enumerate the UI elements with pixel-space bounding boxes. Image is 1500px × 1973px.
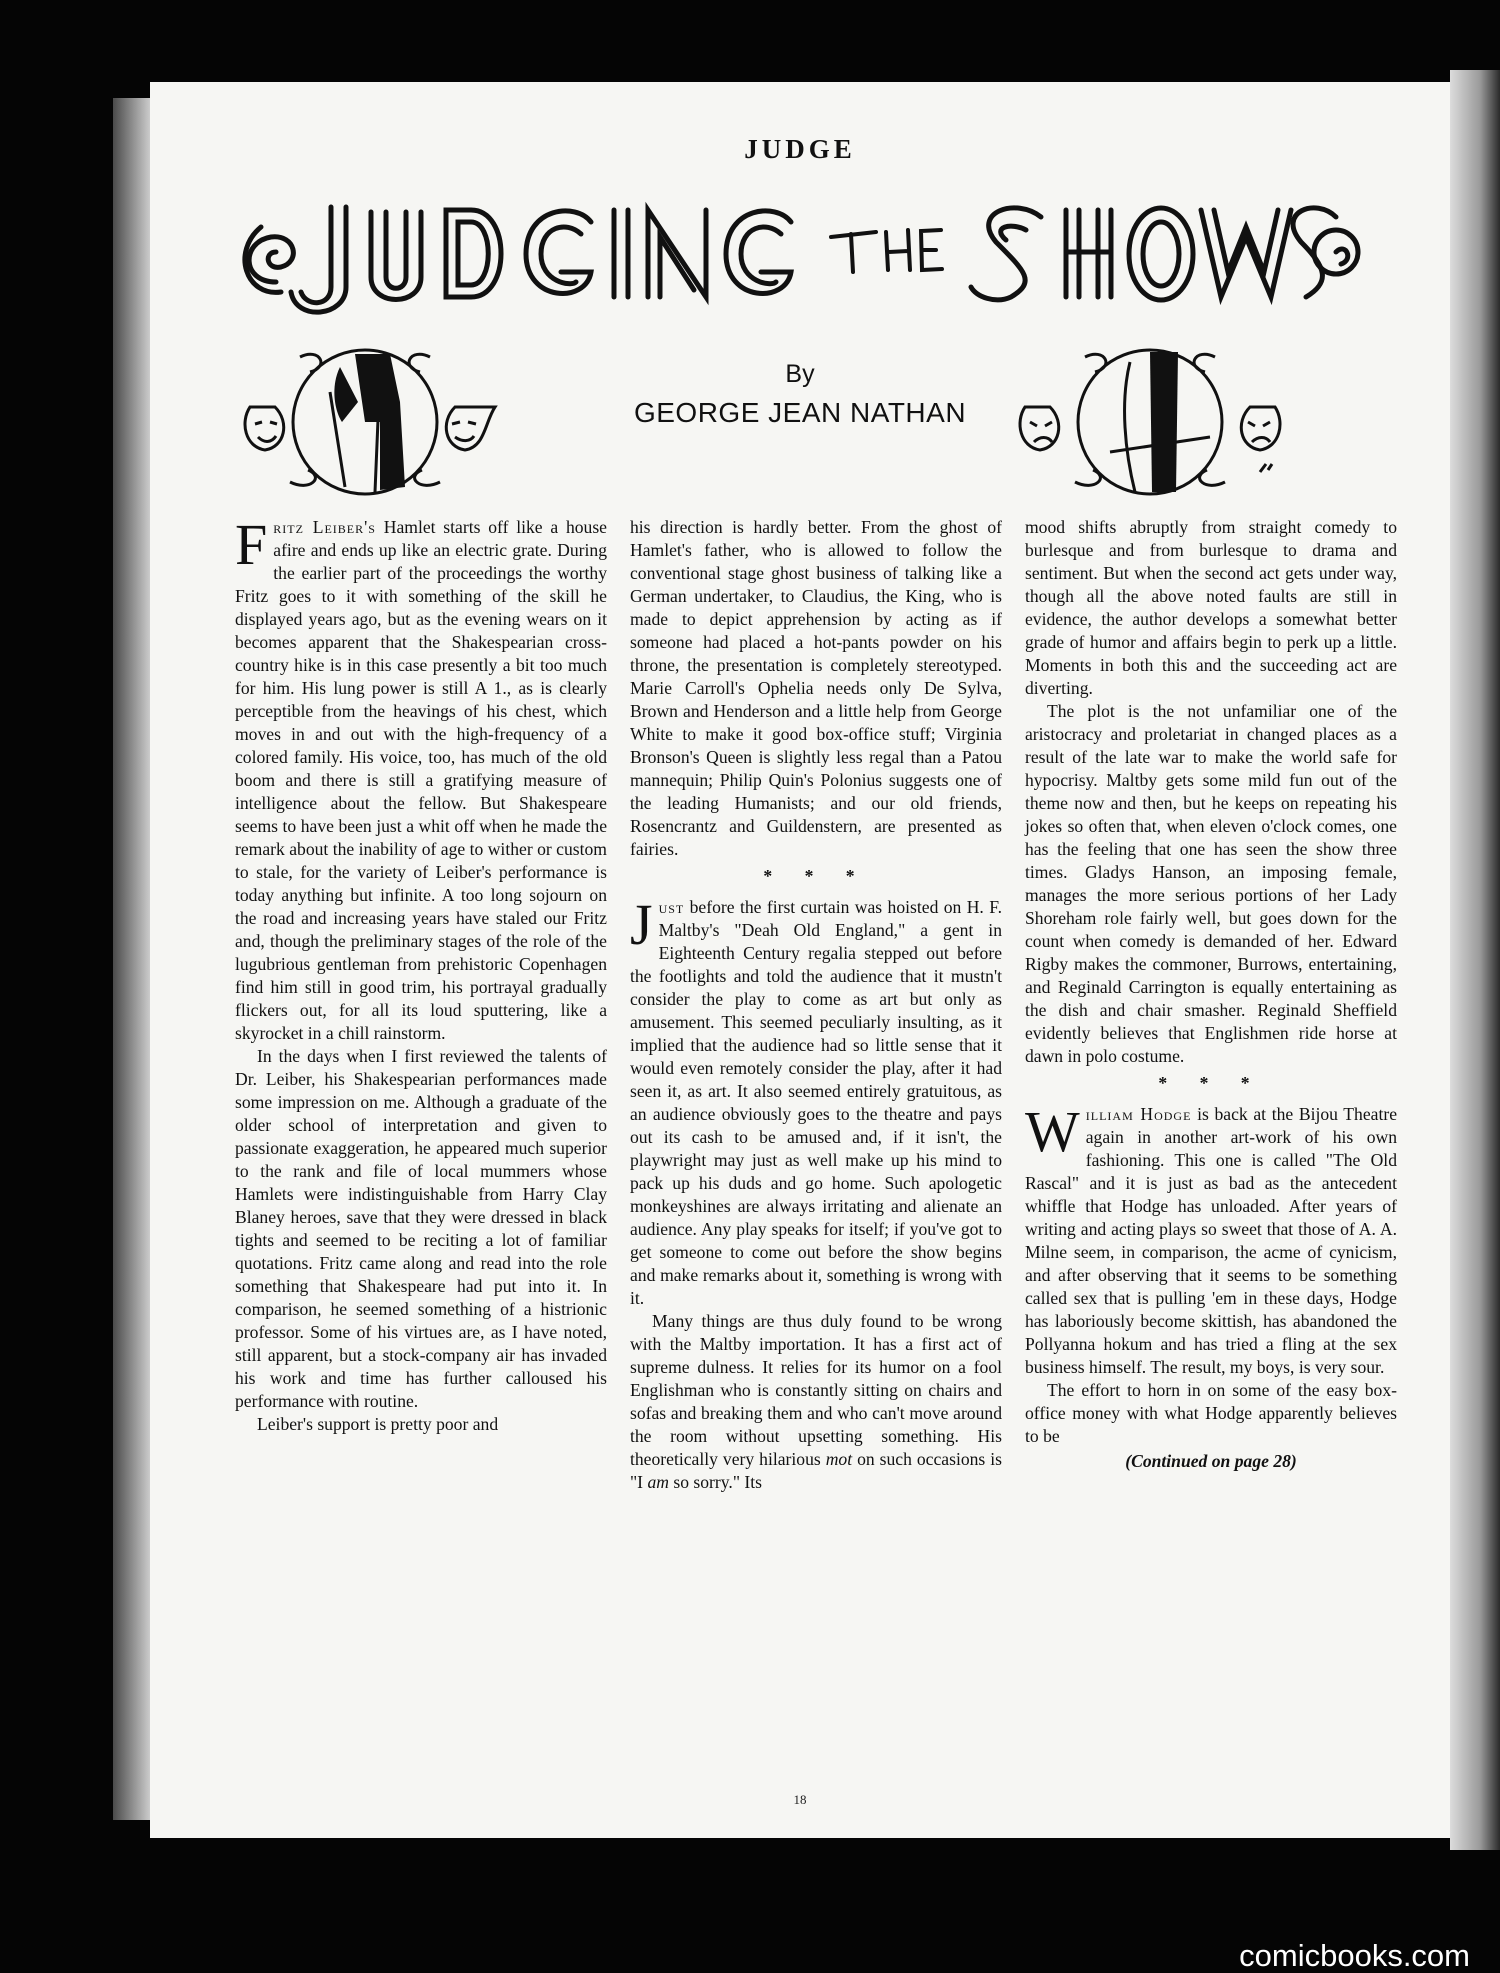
section-divider: * * *	[1158, 1073, 1264, 1093]
italic-word: am	[647, 1472, 669, 1492]
magazine-page	[150, 82, 1450, 1838]
byline	[150, 360, 1450, 429]
paragraph-text: on such occasions is "I	[630, 1449, 1002, 1492]
paragraph: The plot is the not unfamiliar one of the aristocracy and proletariat in changed places as a result of the late war to make the world safe for hypocrisy. Maltby gets some mild fun out of the theme now and then, but he keeps on repeating his jokes so often that, when eleven o'clock comes, one has the feeling that one has seen the show three times. Gladys Hanson, an imposing female, manages the more serious portions of her Lady Shoreham role fairly well, but goes down for the count when comedy is demanded of her. Edward Rigby makes the commoner, Burrows, entertaining, and Reginald Carrington is equally entertaining as the dish and chair smasher. Reginald Sheffield evidently believes that Englishmen ride horse at dawn in polo costume.	[1025, 701, 1397, 1066]
paragraph	[630, 892, 1002, 1310]
section-divider: * * *	[763, 866, 869, 886]
paragraph: his direction is hardly better. From the ghost of Hamlet's father, who is allowed to follow the conventional stage ghost business of talking like a German undertaker, to Claudius, the King, who is made to depict apprehension by acting as if someone had placed a hot-pants powder on his throne, the presentation is completely stereotyped. Marie Carroll's Ophelia needs only De Sylva, Brown and Henderson and a little help from George White to make it good box-office stuff; Virginia Bronson's Queen is slightly less regal than a Patou mannequin; Philip Quin's Polonius suggests one of the leading Humanists; and our old friends, Rosencrantz and Guildenstern, are presented as fairies.	[630, 517, 1002, 859]
paragraph-text: before the first curtain was hoisted on H. F. Maltby's "Deah Old England," a gent in Eighteenth Century regalia stepped out before the footlights and told the audience that it mustn't consider the play to come as art but only as amusement. This seemed peculiarly insulting, as it implied that the audience had so little sense that it would even remotely consider the play, after it had seen it, as art. It also seemed entirely gratuitous, as an audience obviously goes to the theatre and pays out its cash to be amused and, if it isn't, the playwright may just as well make up his mind to pack up his duds and go home. Such apologetic monkeyshines are always irritating and alienate an audience. Any play speaks for itself; if you've got to get someone to come out before the show begins and make remarks about it, something is wrong with it.	[630, 897, 1002, 1308]
column-1	[235, 512, 607, 1436]
paragraph: The effort to horn in on some of the easy box-office money with what Hodge apparently believes to be	[1025, 1380, 1397, 1446]
italic-word: mot	[825, 1449, 853, 1469]
byline-by: By	[785, 360, 815, 388]
paragraph: In the days when I first reviewed the talents of Dr. Leiber, his Shakespearian performances made some impression on me. Although a graduate of the older school of interpretation and given to passionate exaggeration, he appeared much superior to the rank and file of local mummers whose Hamlets were indistinguishable from Harry Clay Blaney heroes, save that they were dressed in black tights and seemed to be reciting a lot of familiar quotations. Fritz came along and read into the role something that Shakespeare had put into it. In comparison, he seemed something of a histrionic professor. Some of his virtues are, as I have noted, still apparent, but a stock-company air has invaded his work and time has further calloused his performance with routine.	[235, 1046, 607, 1411]
binding-edge	[1450, 70, 1500, 1850]
continued-note: (Continued on page 28)	[1125, 1451, 1297, 1471]
byline-author: GEORGE JEAN NATHAN	[633, 397, 967, 428]
lead-in: illiam Hodge	[1085, 1104, 1192, 1124]
magazine-header: JUDGE	[744, 134, 856, 164]
paragraph	[235, 512, 607, 1045]
title-lettering	[236, 182, 1366, 322]
lead-in: ust	[658, 897, 685, 917]
watermark: comicbooks.com	[1239, 1938, 1470, 1973]
drop-cap: J	[630, 892, 653, 957]
paragraph: Leiber's support is pretty poor and	[257, 1414, 499, 1434]
lead-in: ritz Leiber's	[273, 517, 376, 537]
paragraph	[630, 1310, 1002, 1494]
drop-cap: F	[235, 512, 268, 577]
column-3	[1025, 516, 1397, 1473]
paragraph-text: Many things are thus duly found to be wrong with the Maltby importation. It has a first act of supreme dulness. It relies for its humor on a fool Englishman who is constantly sitting on chairs and sofas and breaking them and who can't move around the room without upsetting something. His theoretically very hilarious	[630, 1311, 1002, 1469]
column-2	[630, 516, 1002, 1494]
drop-cap: W	[1025, 1099, 1080, 1164]
page-number: 18	[793, 1792, 807, 1807]
paragraph-text: so sorry." Its	[668, 1472, 762, 1492]
paragraph	[1025, 1099, 1397, 1379]
paragraph-text: is back at the Bijou Theatre again in another art-work of his own fashioning. This one is called "The Old Rascal" and it is just as bad as the antecedent whiffle that Hodge has unloaded. After years of writing and acting plays so sweet that those of A. A. Milne seem, in comparison, the acme of cynicism, and after observing that it seems to be something called sex that is pulling 'em in these days, Hodge has laboriously become skittish, has abandoned the Pollyanna hokum and has tried a fling at the sex business himself. The result, my boys, is very sour.	[1025, 1104, 1397, 1377]
paragraph-text: Hamlet starts off like a house afire and ends up like an electric grate. During the earlier part of the proceedings the worthy Fritz goes to it with something of the skill he displayed years ago, but as the evening wears on it becomes apparent that the Shakespearian cross-country hike is in this case presently a bit too much for him. His lung power is still A 1., as is clearly perceptible from the heavings of his chest, which moves in and out with the high-frequency of a colored family. His voice, too, has much of the old boom and there is still a gratifying measure of intelligence about the fellow. But Shakespeare seems to have been just a whit off when he made the remark about the inability of age to wither or custom to stale, for the variety of Leiber's performance is today anything but infinite. A too long sojourn on the road and increasing years have staled our Fritz and, though the preliminary stages of the role of the lugubrious gentleman from prehistoric Copenhagen find him still in good trim, his portrayal gradually flickers out, for all its loud sputtering, like a skyrocket in a chill rainstorm.	[235, 517, 607, 1043]
page-shadow	[113, 98, 151, 1820]
paragraph: mood shifts abruptly from straight comedy to burlesque and from burlesque to drama and sentiment. But when the second act gets under way, though all the above noted faults are still in evidence, the author develops a somewhat better grade of humor and affairs begin to perk up a little. Moments in both this and the succeeding act are diverting.	[1025, 517, 1397, 698]
